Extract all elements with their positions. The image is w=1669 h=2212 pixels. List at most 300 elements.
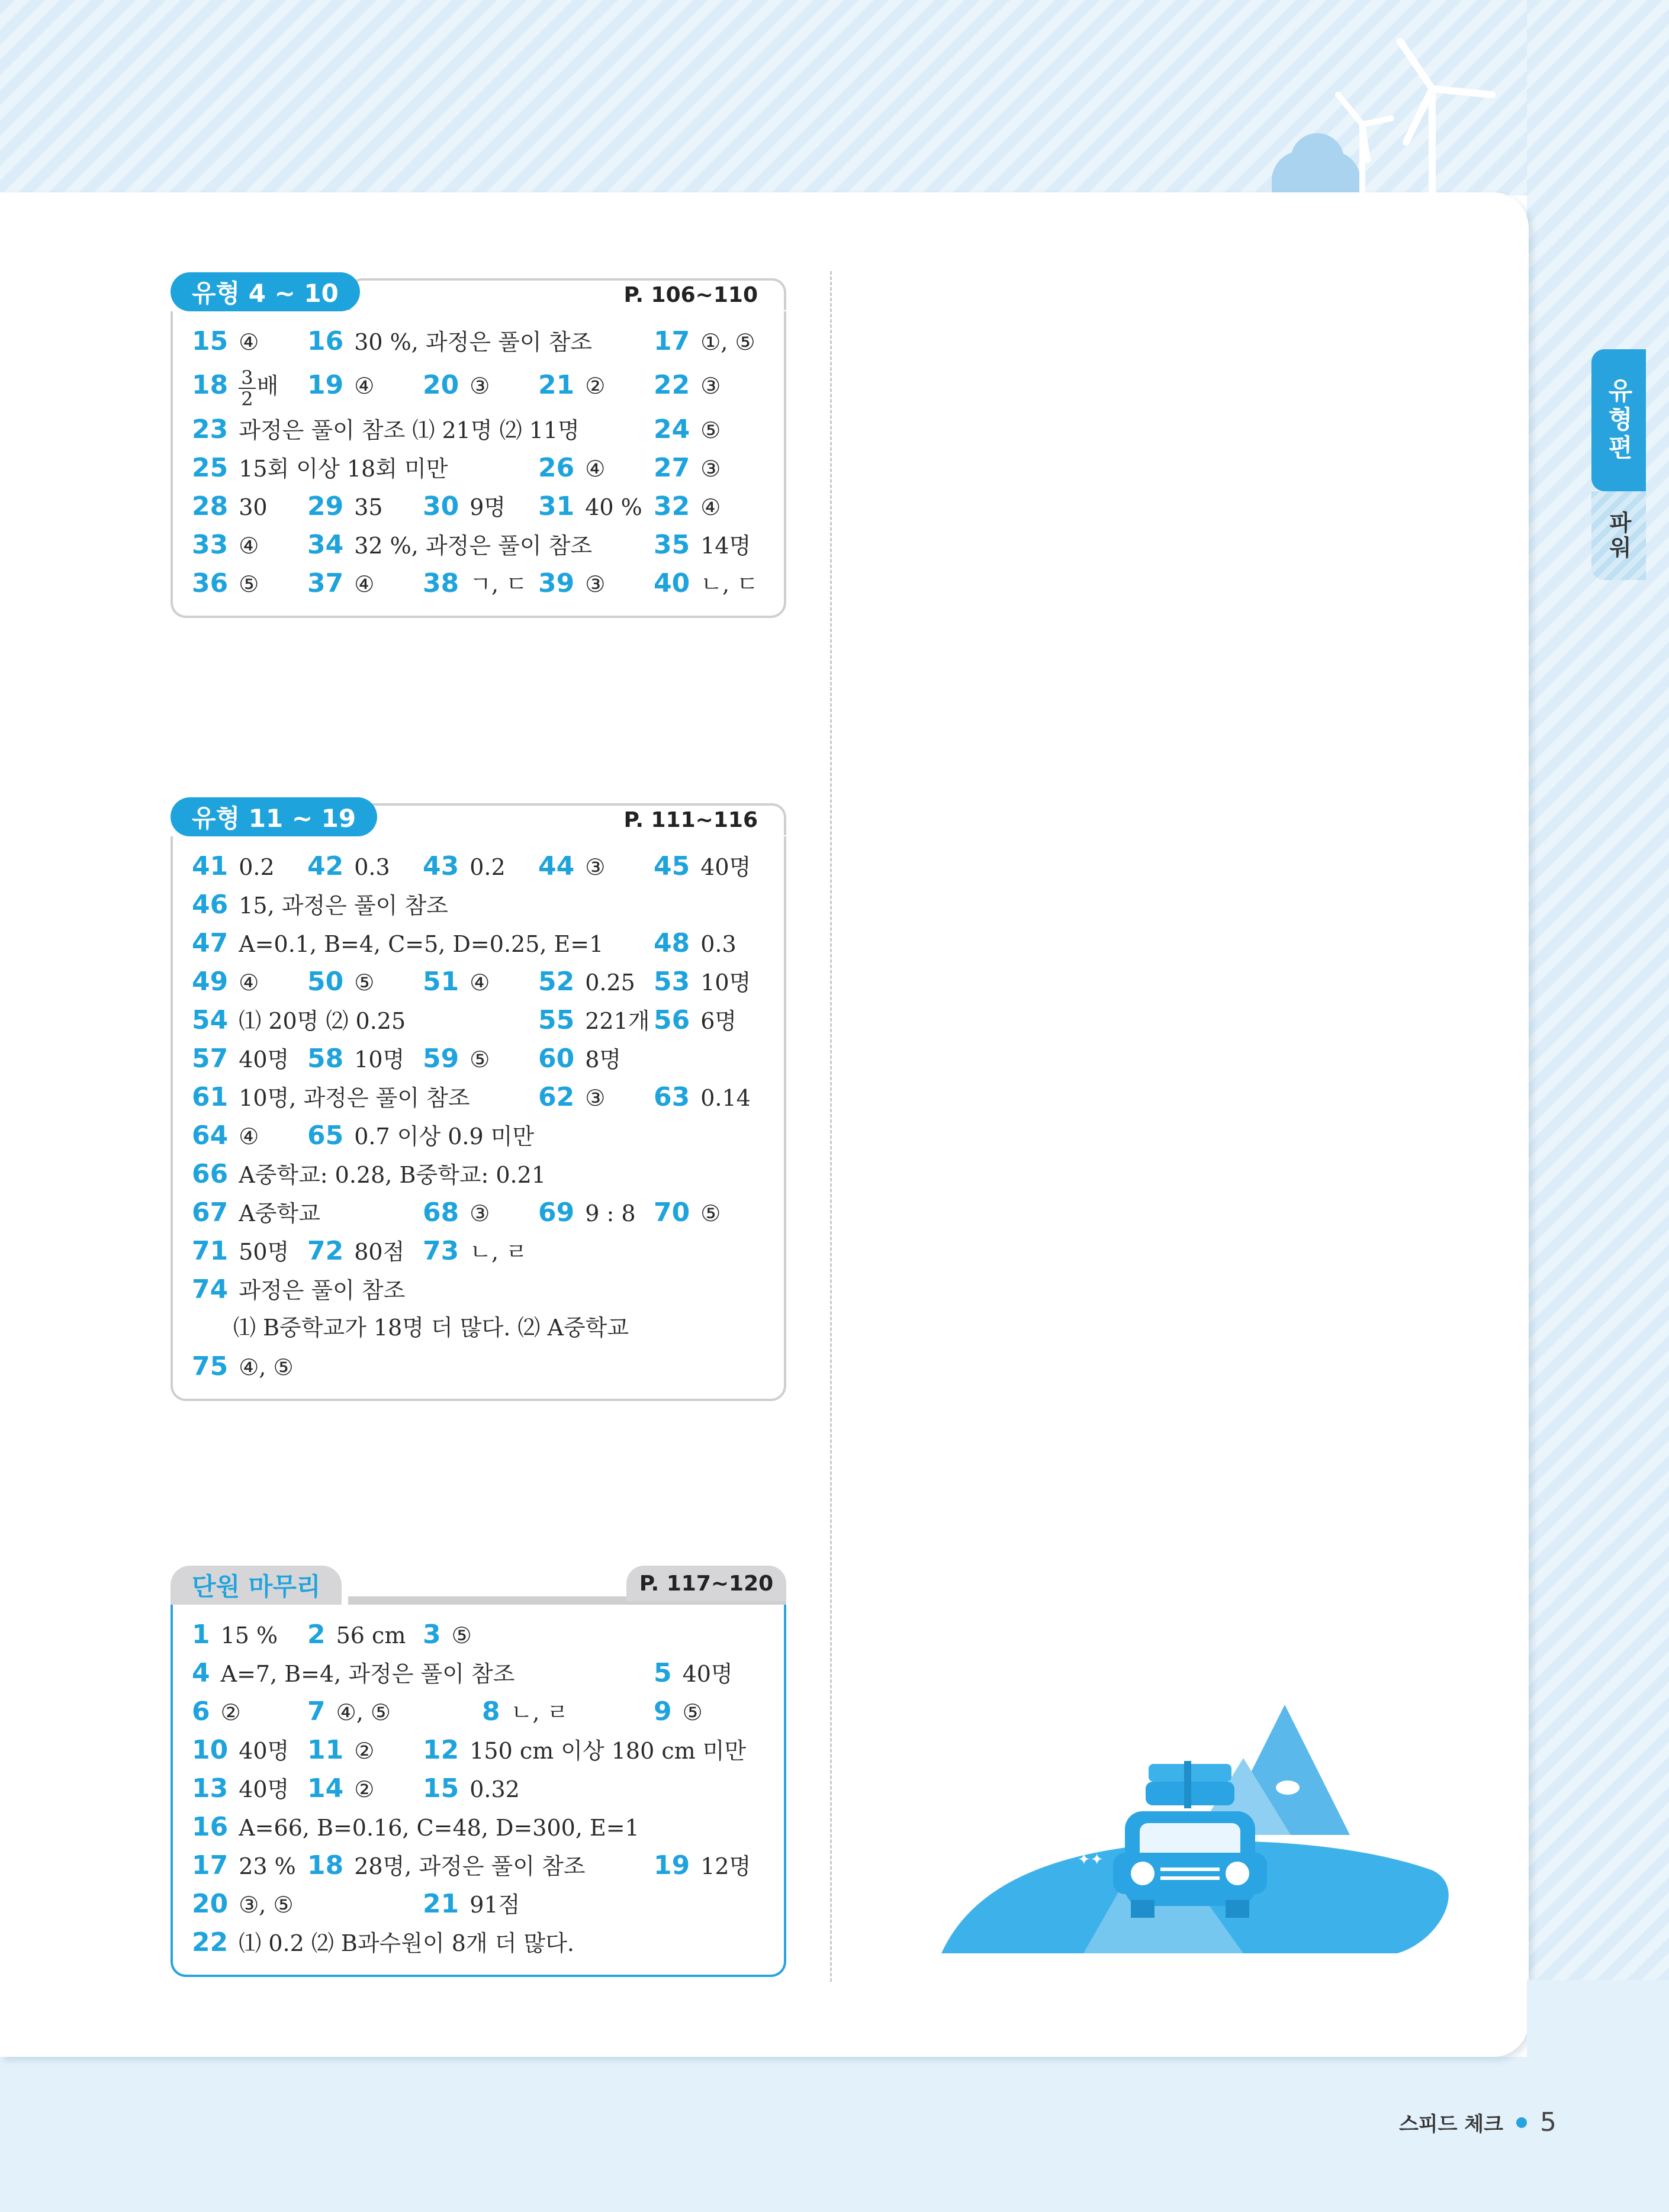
question-number: 44 (538, 851, 575, 881)
question-number: 13 (192, 1773, 229, 1804)
answer-item (654, 1692, 703, 1732)
page-reference: P. 117~120 (626, 1566, 786, 1601)
question-number: 14 (307, 1773, 344, 1804)
question-number: 39 (538, 568, 575, 598)
answer-item (654, 1654, 733, 1693)
answer-row (192, 847, 765, 886)
question-number: 2 (307, 1619, 326, 1650)
answer-item (307, 1232, 404, 1271)
answer-text: 과정은 풀이 참조 (239, 1277, 406, 1303)
question-number: 20 (423, 370, 459, 400)
fraction-numerator: 3 (239, 368, 255, 389)
answer-item (192, 1731, 289, 1770)
answer-row (192, 1347, 765, 1386)
answer-row (192, 1808, 765, 1846)
question-number: 75 (192, 1351, 229, 1382)
answer-item (192, 1270, 405, 1310)
answer-item (307, 962, 374, 1002)
answer-item (192, 1692, 241, 1732)
answer-item (192, 1155, 546, 1194)
answer-item (192, 1232, 289, 1271)
question-number: 24 (654, 414, 690, 445)
answer-item (654, 360, 721, 411)
answer-item (192, 962, 259, 1002)
answer-row (192, 1270, 765, 1309)
answer-item (654, 564, 758, 604)
answer-text: ③ (585, 1085, 606, 1111)
answer-row (192, 360, 765, 410)
question-number: 54 (192, 1005, 229, 1035)
section-type-11-19 (171, 797, 786, 1401)
answer-item (654, 410, 721, 450)
answer-text: ㄴ, ㄹ (510, 1699, 569, 1725)
answer-text: 0.25 (585, 970, 635, 996)
answer-row (192, 1155, 765, 1193)
fraction (239, 368, 255, 409)
question-number: 42 (307, 851, 344, 881)
question-number: 26 (538, 453, 575, 483)
answer-list (171, 311, 786, 618)
answer-text: 221개 (585, 1008, 650, 1034)
question-number: 1 (192, 1619, 210, 1650)
answer-text: 40명 (700, 854, 751, 880)
answer-text: 80점 (354, 1239, 405, 1265)
answer-item (192, 1808, 639, 1847)
answer-text: ①, ⑤ (700, 329, 755, 355)
answer-text: ④ (239, 970, 259, 996)
answer-row (192, 487, 765, 526)
question-number: 11 (307, 1735, 344, 1765)
answer-item (192, 1769, 289, 1809)
answer-text: 0.14 (700, 1085, 751, 1111)
answer-text: ③ (469, 373, 490, 399)
car-road-illustration (935, 1693, 1468, 1971)
answer-row (192, 1923, 765, 1962)
answer-item (538, 1039, 621, 1079)
question-number: 41 (192, 851, 229, 881)
answer-item (654, 1193, 721, 1233)
answer-text: 40명 (239, 1776, 290, 1802)
answer-item (192, 1039, 289, 1079)
question-number: 6 (192, 1696, 210, 1727)
question-number: 64 (192, 1121, 229, 1151)
answer-item (192, 1615, 278, 1655)
answer-item (233, 1309, 629, 1347)
question-number: 68 (423, 1197, 459, 1228)
answer-text: ④ (239, 329, 259, 355)
answer-row (192, 1654, 765, 1692)
answer-item (192, 410, 580, 450)
answer-row (192, 1692, 765, 1731)
question-number: 59 (423, 1044, 459, 1074)
question-number: 5 (654, 1658, 672, 1688)
answer-item (423, 1615, 472, 1655)
answer-item (423, 1193, 490, 1233)
answer-item (192, 1654, 514, 1693)
answer-text: 0.3 (700, 931, 737, 957)
question-number: 16 (307, 326, 344, 356)
answer-item (654, 847, 751, 887)
question-number: 56 (654, 1005, 690, 1035)
answer-row (192, 1001, 765, 1039)
section-type-4-10 (171, 272, 786, 618)
answer-text: ⑤ (682, 1699, 703, 1725)
answer-row (192, 886, 765, 924)
answer-item (538, 1078, 605, 1118)
question-number: 28 (192, 491, 229, 521)
question-number: 38 (423, 568, 459, 598)
section-title: 단원 마무리 (171, 1566, 342, 1605)
answer-item (192, 526, 259, 565)
answer-text: 15 % (220, 1622, 278, 1648)
section-unit-review (171, 1566, 786, 1977)
question-number: 73 (423, 1236, 459, 1266)
answer-item (192, 1846, 296, 1886)
answer-item (307, 1692, 391, 1732)
question-number: 25 (192, 453, 229, 483)
question-number: 22 (192, 1927, 229, 1957)
answer-text: 배 (256, 373, 279, 399)
answer-item (307, 1039, 404, 1079)
question-number: 33 (192, 530, 229, 560)
answer-text: 10명 (700, 970, 751, 996)
question-number: 35 (654, 530, 690, 560)
question-number: 30 (423, 491, 459, 521)
answer-item (192, 1885, 294, 1924)
answer-text: 40명 (682, 1661, 733, 1687)
answer-item (192, 1347, 294, 1387)
question-number: 70 (654, 1197, 690, 1228)
question-number: 55 (538, 1005, 575, 1035)
question-number: 66 (192, 1159, 229, 1189)
answer-item (307, 1769, 374, 1809)
answer-row (192, 1731, 765, 1769)
question-number: 29 (307, 491, 344, 521)
answer-item (192, 449, 448, 488)
answer-row (192, 449, 765, 487)
answer-item (654, 924, 737, 964)
question-number: 21 (423, 1889, 459, 1919)
answer-text: 9명 (469, 494, 506, 520)
question-number: 10 (192, 1735, 229, 1765)
answer-text: A=0.1, B=4, C=5, D=0.25, E=1 (239, 931, 604, 957)
answer-text: A중학교: 0.28, B중학교: 0.21 (239, 1162, 546, 1188)
answer-item (307, 1731, 374, 1770)
answer-item (192, 1116, 259, 1156)
question-number: 23 (192, 414, 229, 445)
question-number: 22 (654, 370, 690, 400)
question-number: 74 (192, 1274, 229, 1305)
answer-text: ④ (239, 533, 259, 559)
answer-item (192, 564, 259, 604)
answer-item (538, 360, 605, 411)
answer-item (307, 526, 592, 565)
question-number: 49 (192, 967, 229, 997)
answer-row (192, 1232, 765, 1270)
question-number: 48 (654, 928, 690, 958)
answer-text: 9 : 8 (585, 1200, 636, 1226)
answer-text: ④, ⑤ (336, 1699, 391, 1725)
question-number: 67 (192, 1197, 229, 1228)
answer-text: ⑤ (700, 417, 721, 443)
answer-text: ④ (585, 456, 606, 482)
question-number: 9 (654, 1696, 672, 1727)
question-number: 19 (654, 1850, 690, 1881)
footer-label: 스피드 체크 (1398, 2113, 1503, 2136)
answer-row (192, 1116, 765, 1155)
question-number: 62 (538, 1082, 575, 1112)
answer-item (307, 564, 374, 604)
answer-text: ② (220, 1699, 241, 1725)
question-number: 15 (192, 326, 229, 356)
question-number: 40 (654, 568, 690, 598)
answer-text: ⑴ 20명 ⑵ 0.25 (239, 1008, 406, 1034)
answer-item (423, 1039, 490, 1079)
answer-text: ⑴ 0.2 ⑵ B과수원이 8개 더 많다. (239, 1930, 574, 1956)
answer-item (654, 1078, 751, 1118)
answer-text: ⑤ (354, 970, 375, 996)
answer-item (423, 1232, 528, 1271)
answer-text: ④ (469, 970, 490, 996)
answer-item (192, 886, 448, 925)
answer-text: ② (585, 373, 606, 399)
answer-text: 14명 (700, 533, 751, 559)
answer-text: 0.2 (239, 854, 275, 880)
question-number: 8 (482, 1696, 500, 1727)
answer-item (423, 962, 490, 1002)
answer-item (192, 1923, 574, 1963)
answer-text: ④ (239, 1123, 259, 1150)
fraction-denominator: 2 (241, 387, 253, 410)
answer-row (192, 1615, 765, 1654)
answer-item (423, 564, 528, 604)
answer-text: 30 (239, 494, 268, 520)
question-number: 61 (192, 1082, 229, 1112)
answer-text: ③ (585, 571, 606, 597)
answer-item (423, 847, 506, 887)
answer-text: A중학교 (239, 1200, 320, 1226)
answer-row (192, 1078, 765, 1116)
answer-list (171, 836, 786, 1401)
question-number: 58 (307, 1044, 344, 1074)
page-number: 5 (1540, 2107, 1557, 2137)
answer-item (423, 1731, 746, 1770)
answer-text: 0.7 이상 0.9 미만 (354, 1123, 535, 1150)
page-reference: P. 111~116 (623, 808, 758, 832)
answer-text: ② (354, 1738, 375, 1764)
answer-text: A=7, B=4, 과정은 풀이 참조 (220, 1661, 515, 1687)
answer-text: ㄴ, ㄷ (700, 571, 758, 597)
answer-item (192, 1078, 470, 1118)
answer-row (192, 526, 765, 564)
answer-item (654, 449, 721, 488)
answer-row (192, 410, 765, 449)
answer-item (538, 962, 635, 1002)
bottom-band-corner (1527, 1980, 1669, 2063)
question-number: 18 (307, 1850, 344, 1881)
answer-item (538, 449, 605, 488)
answer-row (192, 1846, 765, 1885)
answer-text: ③ (700, 456, 721, 482)
question-number: 4 (192, 1658, 210, 1688)
answer-item (192, 360, 278, 411)
answer-item (423, 1885, 520, 1924)
question-number: 17 (654, 326, 690, 356)
answer-item (307, 1846, 586, 1886)
answer-item (192, 847, 275, 887)
question-number: 37 (307, 568, 344, 598)
answer-item (307, 1116, 534, 1156)
answer-text: 91점 (469, 1892, 520, 1918)
answer-text: 0.2 (469, 854, 506, 880)
tab-type-section[interactable]: 유형편 (1591, 349, 1646, 491)
question-number: 15 (423, 1773, 459, 1804)
answer-text: 10명, 과정은 풀이 참조 (239, 1085, 470, 1111)
answer-text: ⑤ (451, 1622, 472, 1648)
question-number: 3 (423, 1619, 441, 1650)
answer-text: 12명 (700, 1853, 751, 1879)
answer-item (654, 322, 755, 362)
answer-text: ④, ⑤ (239, 1354, 294, 1380)
answer-item (192, 1001, 406, 1041)
answer-item (307, 487, 383, 527)
answer-text: 35 (354, 494, 383, 520)
answer-text: ㄱ, ㄷ (469, 571, 528, 597)
answer-item (538, 847, 605, 887)
question-number: 31 (538, 491, 575, 521)
answer-text: ⑴ B중학교가 18명 더 많다. ⑵ A중학교 (233, 1315, 629, 1341)
answer-item (192, 1193, 320, 1233)
answer-row (192, 1039, 765, 1078)
answer-text: ④ (700, 494, 721, 520)
question-number: 63 (654, 1082, 690, 1112)
question-number: 72 (307, 1236, 344, 1266)
answer-item (538, 487, 642, 527)
answer-text: 8명 (585, 1047, 622, 1073)
answer-item (423, 1769, 520, 1809)
answer-text: 30 %, 과정은 풀이 참조 (354, 329, 593, 355)
svg-text:✦✦: ✦✦ (1078, 1851, 1104, 1869)
answer-item (423, 487, 506, 527)
answer-text: 50명 (239, 1239, 290, 1265)
answer-item (307, 847, 390, 887)
question-number: 17 (192, 1850, 229, 1881)
answer-text: ③ (585, 854, 606, 880)
section-title: 유형 4 ~ 10 (171, 272, 360, 311)
answer-item (482, 1692, 568, 1732)
bullet-dot-icon (1516, 2117, 1527, 2128)
question-number: 19 (307, 370, 344, 400)
question-number: 27 (654, 453, 690, 483)
question-number: 47 (192, 928, 229, 958)
question-number: 51 (423, 967, 459, 997)
answer-text: 15회 이상 18회 미만 (239, 456, 448, 482)
answer-text: 40명 (239, 1047, 290, 1073)
right-decorative-band (1527, 0, 1669, 2212)
answer-item (192, 924, 603, 964)
question-number: 34 (307, 530, 344, 560)
question-number: 52 (538, 967, 575, 997)
answer-item (654, 487, 721, 527)
answer-text: ③, ⑤ (239, 1892, 294, 1918)
wind-turbine-icon (1303, 30, 1504, 201)
answer-row (192, 1309, 765, 1347)
answer-text: 32 %, 과정은 풀이 참조 (354, 533, 593, 559)
question-number: 46 (192, 890, 229, 920)
question-number: 53 (654, 967, 690, 997)
answer-item (538, 1001, 649, 1041)
answer-text: 과정은 풀이 참조 ⑴ 21명 ⑵ 11명 (239, 417, 580, 443)
answer-item (654, 962, 751, 1002)
answer-item (307, 322, 592, 362)
tab-power[interactable]: 파워 (1591, 491, 1646, 580)
answer-text: ③ (700, 373, 721, 399)
question-number: 18 (192, 370, 229, 400)
question-number: 60 (538, 1044, 575, 1074)
answer-text: 15, 과정은 풀이 참조 (239, 893, 448, 919)
answer-item (307, 360, 374, 411)
answer-item (307, 1615, 406, 1655)
answer-row (192, 1193, 765, 1232)
answer-row (192, 322, 765, 360)
answer-text: 23 % (239, 1853, 296, 1879)
answer-text: ㄴ, ㄹ (469, 1239, 528, 1265)
question-number: 69 (538, 1197, 575, 1228)
answer-row (192, 1769, 765, 1808)
answer-text: ⑤ (469, 1047, 490, 1073)
answer-text: 10명 (354, 1047, 405, 1073)
answer-item (192, 322, 259, 362)
answer-item (538, 1193, 636, 1233)
page-footer (1399, 2107, 1557, 2137)
question-number: 16 (192, 1812, 229, 1842)
question-number: 36 (192, 568, 229, 598)
question-number: 43 (423, 851, 459, 881)
answer-item (654, 1001, 737, 1041)
answer-item (654, 1846, 751, 1886)
answer-text: 28명, 과정은 풀이 참조 (354, 1853, 586, 1879)
answer-list (171, 1605, 786, 1977)
answer-text: 150 cm 이상 180 cm 미만 (469, 1738, 747, 1764)
answer-text: ④ (354, 373, 375, 399)
answer-row (192, 924, 765, 962)
question-number: 32 (654, 491, 690, 521)
question-number: 50 (307, 967, 344, 997)
answer-item (423, 360, 490, 411)
column-divider (830, 271, 832, 1982)
answer-row (192, 1885, 765, 1923)
question-number: 65 (307, 1121, 344, 1151)
answer-text: ④ (354, 571, 375, 597)
answer-text: 40명 (239, 1738, 290, 1764)
answer-text: ⑤ (239, 571, 259, 597)
section-title: 유형 11 ~ 19 (171, 797, 377, 836)
answer-row (192, 962, 765, 1001)
answer-text: 56 cm (336, 1622, 406, 1648)
question-number: 21 (538, 370, 575, 400)
question-number: 71 (192, 1236, 229, 1266)
answer-text: 6명 (700, 1008, 737, 1034)
answer-text: ② (354, 1776, 375, 1802)
answer-text: 40 % (585, 494, 642, 520)
question-number: 12 (423, 1735, 459, 1765)
answer-row (192, 564, 765, 603)
question-number: 45 (654, 851, 690, 881)
question-number: 20 (192, 1889, 229, 1919)
answer-text: ⑤ (700, 1200, 721, 1226)
answer-item (192, 487, 268, 527)
question-number: 57 (192, 1044, 229, 1074)
